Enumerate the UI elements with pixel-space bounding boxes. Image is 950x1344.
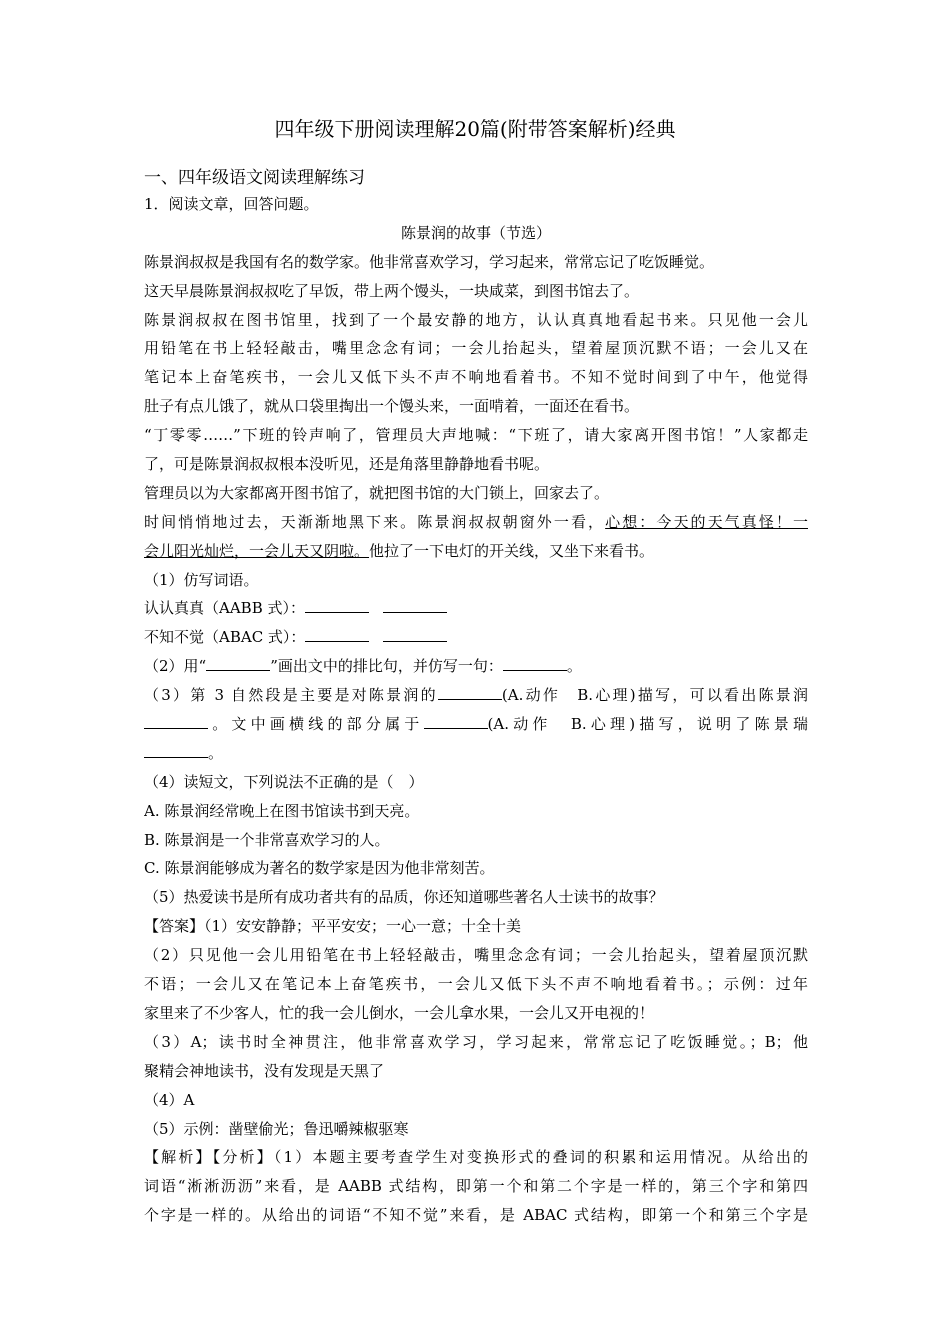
question-2-text: （2）用“ [144,657,207,676]
answer-blank[interactable] [144,742,208,758]
answer-blank[interactable] [383,597,447,613]
question-intro: 1．阅读文章，回答问题。 [144,195,319,213]
question-3-text: 。 [208,743,224,762]
passage-paragraph-5: 管理员以为大家都离开图书馆了，就把图书馆的大门锁上，回家去了。 [144,483,610,502]
question-1-b [144,623,808,652]
answer-blank[interactable] [424,713,488,729]
answer-5: （5）示例：凿壁偷光；鲁迅嚼辣椒驱寒 [144,1119,409,1138]
answer-2-line: （2）只见他一会儿用铅笔在书上轻轻敲击，嘴里念念有词；一会儿抬起头，望着屋顶沉默 [144,946,808,965]
document-title: 四年级下册阅读理解20篇(附带答案解析)经典 [274,117,676,141]
analysis-line: 个字是一样的。从给出的词语“不知不觉”来看，是 ABAC 式结构，即第一个和第三个字是 [144,1206,808,1225]
passage-paragraph-1: 陈景润叔叔是我国有名的数学家。他非常喜欢学习，学习起来，常常忘记了吃饭睡觉。 [144,252,715,271]
passage-paragraph-6-line [144,508,808,537]
question-3-text: (A.动作 B.心理)描写，说明了陈景瑞 [487,715,808,734]
question-3-line [144,710,808,739]
underlined-sentence: 会儿阳光灿烂，一会儿天又阴啦。 [144,541,370,560]
analysis-line: 【解析】【分析】（1）本题主要考查学生对变换形式的叠词的积累和运用情况。从给出的 [144,1148,808,1167]
question-1-b-label: 不知不觉（ABAC 式）： [144,628,306,647]
answer-2-line: 家里来了不少客人，忙的我一会儿倒水，一会儿拿水果，一会儿又开电视的！ [144,1003,655,1022]
answer-blank[interactable] [206,655,270,671]
passage-text: 时间悄悄地过去，天渐渐地黑下来。陈景润叔叔朝窗外一看， [144,512,606,531]
answer-blank[interactable] [305,626,369,642]
option-b: B. 陈景润是一个非常喜欢学习的人。 [144,830,390,849]
question-3-text: (A.动作 B.心理)描写，可以看出陈景润 [501,686,808,705]
answer-3-line: （3）A；读书时全神贯注，他非常喜欢学习，学习起来，常常忘记了吃饭睡觉。；B；他 [144,1032,808,1051]
answer-4: （4）A [144,1090,195,1109]
question-4: （4）读短文，下列说法不正确的是（ ） [144,772,424,791]
passage-paragraph-6-line [144,537,808,566]
section-heading: 一、四年级语文阅读理解练习 [144,168,365,188]
question-3-text: （3）第 3 自然段是主要是对陈景润的 [144,686,438,705]
question-1-a [144,594,808,623]
option-a: A. 陈景润经常晚上在图书馆读书到天亮。 [144,801,420,820]
passage-paragraph-2: 这天早晨陈景润叔叔吃了早饭，带上两个馒头，一块咸菜，到图书馆去了。 [144,281,640,300]
question-3-text: 。文中画横线的部分属于 [208,715,424,734]
answer-blank[interactable] [503,655,567,671]
option-c: C. 陈景润能够成为著名的数学家是因为他非常刻苦。 [144,859,495,878]
question-3-line [144,681,808,710]
answer-3-line: 聚精会神地读书，没有发现是天黑了 [144,1061,385,1080]
passage-paragraph-3-line: 用铅笔在书上轻轻敲击，嘴里念念有词；一会儿抬起头，望着屋顶沉默不语；一会儿又在 [144,339,808,358]
answer-blank[interactable] [144,713,208,729]
question-2-text: ”画出文中的排比句，并仿写一句： [270,657,503,676]
answer-blank[interactable] [305,597,369,613]
question-1-a-label: 认认真真（AABB 式）： [144,599,305,618]
question-2-text: 。 [566,657,582,676]
answer-2-line: 不语；一会儿又在笔记本上奋笔疾书，一会儿又低下头不声不响地看着书。；示例：过年 [144,975,808,994]
passage-paragraph-4-line: “丁零零……”下班的铃声响了，管理员大声地喊：“下班了，请大家离开图书馆！”人家都走 [144,426,808,445]
question-1: （1）仿写词语。 [144,570,259,589]
underlined-sentence: 心想：今天的天气真怪！一 [605,512,808,531]
analysis-line: 词语“淅淅沥沥”来看，是 AABB 式结构，即第一个和第二个字是一样的，第三个字和第四 [144,1177,808,1196]
passage-title: 陈景润的故事（节选） [400,223,551,242]
question-3-line [144,739,808,768]
passage-text: 他拉了一下电灯的开关线，又坐下来看书。 [369,541,655,560]
answer-1: 【答案】（1）安安静静；平平安安；一心一意；十全十美 [144,917,522,936]
answer-blank[interactable] [438,684,502,700]
question-2 [144,652,808,681]
passage-paragraph-4-line: 了，可是陈景润叔叔根本没听见，还是角落里静静地看书呢。 [144,455,550,474]
passage-paragraph-3-line: 陈景润叔叔在图书馆里，找到了一个最安静的地方，认认真真地看起书来。只见他一会儿 [144,310,808,329]
passage-paragraph-3-line: 肚子有点儿饿了，就从口袋里掏出一个馒头来，一面啃着，一面还在看书。 [144,397,640,416]
document-body [144,190,808,1230]
answer-blank[interactable] [383,626,447,642]
passage-paragraph-3-line: 笔记本上奋笔疾书，一会儿又低下头不声不响地看着书。不知不觉时间到了中午，他觉得 [144,368,808,387]
question-5: （5）热爱读书是所有成功者共有的品质，你还知道哪些著名人士读书的故事？ [144,888,664,907]
